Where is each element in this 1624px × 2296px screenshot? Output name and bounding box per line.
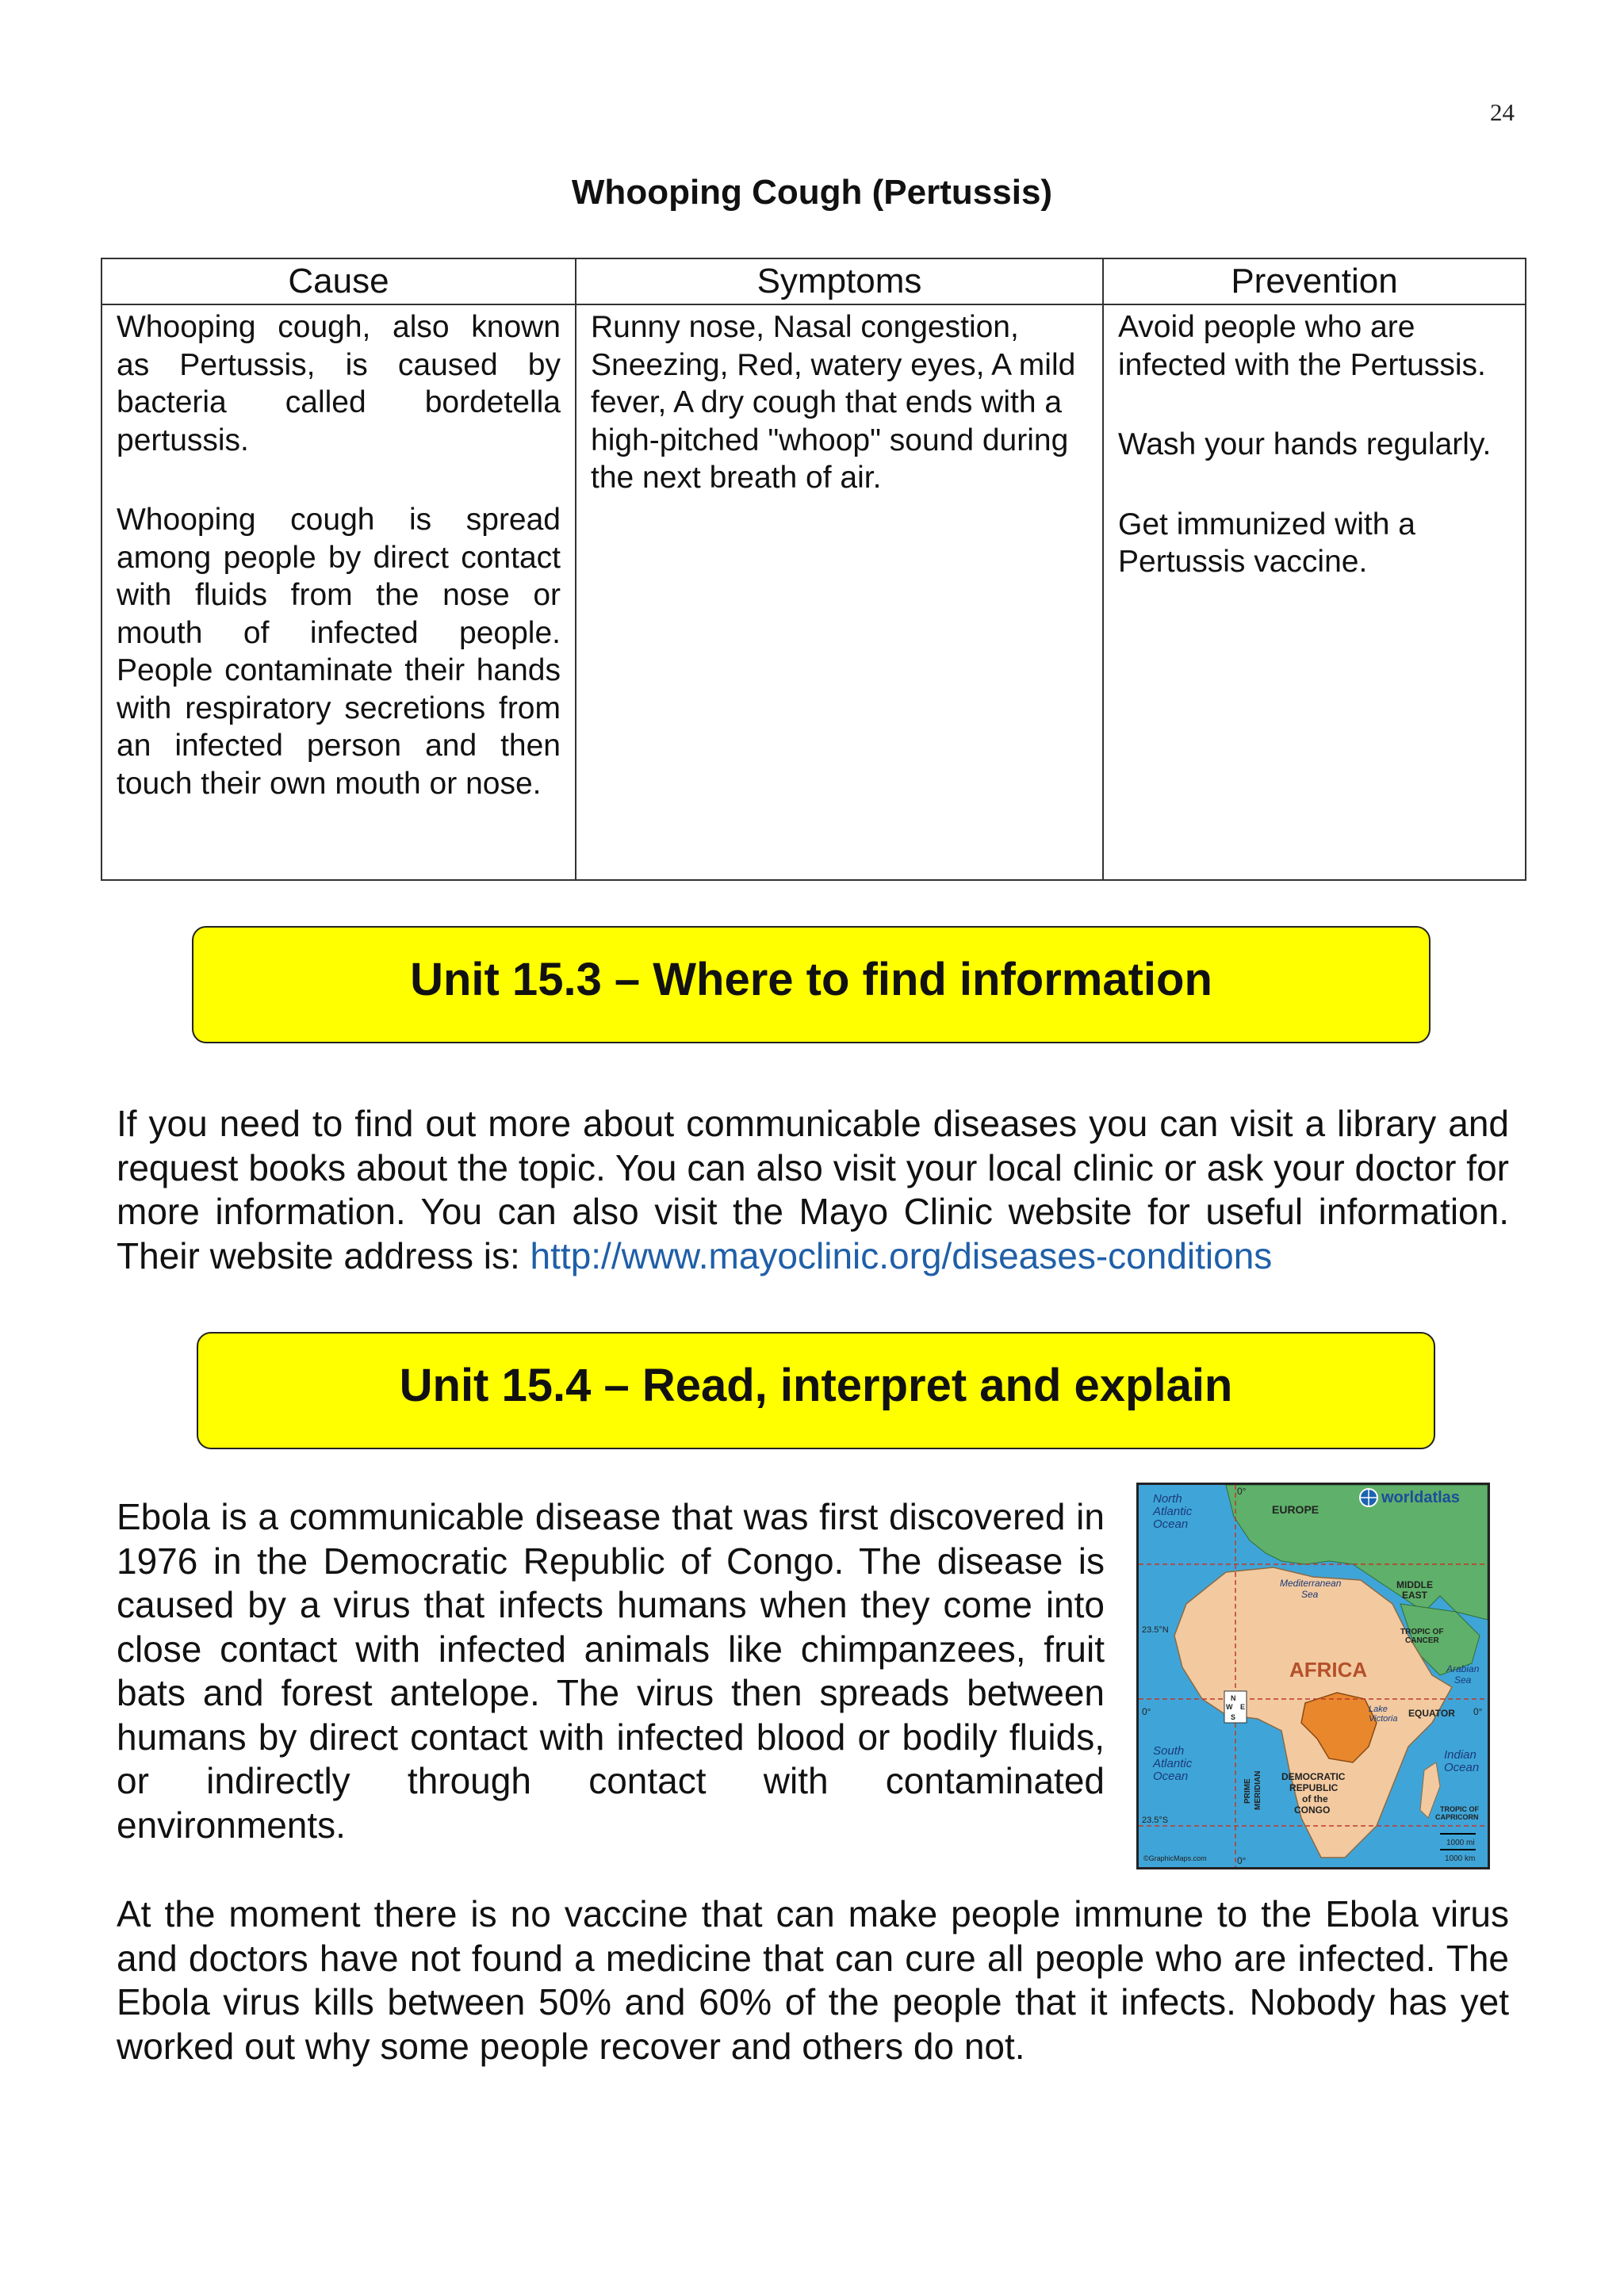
svg-text:23.5°S: 23.5°S: [1142, 1816, 1169, 1825]
svg-text:Atlantic: Atlantic: [1153, 1757, 1193, 1770]
svg-text:Sea: Sea: [1301, 1589, 1319, 1600]
svg-text:Atlantic: Atlantic: [1153, 1505, 1193, 1518]
unit-15-3-heading: Unit 15.3 – Where to find information: [410, 954, 1212, 1005]
table-header-row: [102, 258, 1526, 304]
cause-cell: [102, 304, 576, 880]
svg-text:EAST: EAST: [1402, 1590, 1428, 1601]
svg-text:Mediterranean: Mediterranean: [1280, 1578, 1342, 1589]
ebola-paragraph-1: Ebola is a communicable disease that was first discovered in 1976 in the Democratic Republic of Congo. The disease is caused by a virus that infects humans when they come into close contact with infected animals like chimpanzees, fruit bats and forest antelope. The virus then spreads between humans by direct contact with infected blood or bodily fluids, or indirectly through contact with contaminated environments.: [117, 1496, 1105, 1846]
prevention-text-2: Wash your hands regularly.: [1118, 427, 1492, 461]
svg-text:Lake: Lake: [1369, 1705, 1388, 1714]
svg-text:0°: 0°: [1142, 1706, 1151, 1717]
svg-text:EQUATOR: EQUATOR: [1408, 1708, 1455, 1719]
svg-text:1000 km: 1000 km: [1445, 1854, 1476, 1863]
svg-text:CAPRICORN: CAPRICORN: [1435, 1813, 1479, 1821]
symptoms-cell: [576, 304, 1103, 880]
svg-text:South: South: [1153, 1744, 1185, 1758]
unit-15-4-banner: [197, 1332, 1435, 1449]
svg-text:23.5°N: 23.5°N: [1142, 1625, 1169, 1635]
svg-text:North: North: [1153, 1492, 1182, 1506]
page-number: 24: [1490, 98, 1515, 126]
svg-text:TROPIC OF: TROPIC OF: [1440, 1805, 1479, 1813]
info-text: If you need to find out more about communicable diseases you can visit a library and request books about the topic. You can also visit your local clinic or ask your doctor for more information. You can also visit the Mayo Clinic website for useful information. Their website address is:: [117, 1103, 1509, 1276]
svg-text:TROPIC OF: TROPIC OF: [1400, 1628, 1444, 1636]
africa-label: AFRICA: [1289, 1658, 1368, 1682]
pertussis-table: [101, 258, 1526, 881]
header-cause: Cause: [102, 258, 576, 304]
unit-15-3-banner: [192, 926, 1431, 1043]
cause-text-2: Whooping cough is spread among people by direct contact with fluids from the nose or mouth of infected people. People contaminate their hands with respiratory secretions from an infected person and then touch their own mouth or nose.: [117, 503, 561, 801]
svg-text:REPUBLIC: REPUBLIC: [1289, 1782, 1339, 1793]
svg-text:1000 mi: 1000 mi: [1446, 1839, 1475, 1847]
page-title: Whooping Cough (Pertussis): [571, 173, 1053, 212]
svg-text:Sea: Sea: [1454, 1674, 1472, 1686]
header-prevention: Prevention: [1103, 258, 1526, 304]
unit-15-4-heading: Unit 15.4 – Read, interpret and explain: [399, 1360, 1233, 1411]
svg-text:0°: 0°: [1473, 1706, 1483, 1717]
prevention-cell: [1103, 304, 1526, 880]
header-symptoms: Symptoms: [576, 258, 1103, 304]
mayo-clinic-link[interactable]: http://www.mayoclinic.org/diseases-conditions: [530, 1234, 1273, 1276]
svg-text:EUROPE: EUROPE: [1272, 1503, 1320, 1516]
svg-text:CANCER: CANCER: [1405, 1636, 1439, 1645]
cause-text-1: Whooping cough, also known as Pertussis, is caused by bacteria called bordetella pertussis.: [117, 310, 561, 457]
svg-text:Indian: Indian: [1444, 1748, 1477, 1762]
symptoms-text: Runny nose, Nasal congestion, Sneezing, Red, watery eyes, A mild fever, A dry cough that ends with a high-pitched "whoop" sound during the next breath of air.: [591, 310, 1076, 495]
svg-text:Ocean: Ocean: [1444, 1761, 1480, 1774]
svg-text:Ocean: Ocean: [1153, 1770, 1189, 1783]
svg-text:©GraphicMaps.com: ©GraphicMaps.com: [1143, 1854, 1207, 1862]
africa-map: [1136, 1483, 1490, 1869]
svg-text:W: W: [1226, 1703, 1233, 1711]
unit-15-3-paragraph: [117, 1102, 1509, 1278]
map-brand: worldatlas: [1381, 1489, 1460, 1506]
table-row: [102, 304, 1526, 880]
svg-text:Ocean: Ocean: [1153, 1517, 1189, 1531]
svg-text:MIDDLE: MIDDLE: [1396, 1579, 1433, 1590]
svg-text:E: E: [1240, 1703, 1246, 1711]
svg-text:MERIDIAN: MERIDIAN: [1254, 1770, 1262, 1810]
svg-text:0°: 0°: [1237, 1486, 1247, 1497]
svg-text:Arabian: Arabian: [1446, 1663, 1480, 1674]
ebola-paragraph-2: At the moment there is no vaccine that can make people immune to the Ebola virus and doctors have not found a medicine that can cure all people who are infected. The Ebola virus kills between 50% and 60% of the people that it infects. Nobody has yet worked out why some people recover and others do not.: [117, 1893, 1509, 2067]
prevention-text-3: Get immunized with a Pertussis vaccine.: [1118, 507, 1415, 579]
svg-text:0°: 0°: [1237, 1855, 1247, 1866]
svg-text:PRIME: PRIME: [1243, 1778, 1252, 1804]
svg-text:CONGO: CONGO: [1294, 1804, 1331, 1816]
svg-text:Victoria: Victoria: [1369, 1714, 1398, 1724]
svg-text:S: S: [1231, 1713, 1236, 1721]
prevention-text-1: Avoid people who are infected with the Pertussis.: [1118, 310, 1486, 382]
svg-text:of the: of the: [1302, 1793, 1328, 1804]
svg-text:N: N: [1231, 1694, 1236, 1702]
svg-text:DEMOCRATIC: DEMOCRATIC: [1281, 1771, 1346, 1782]
